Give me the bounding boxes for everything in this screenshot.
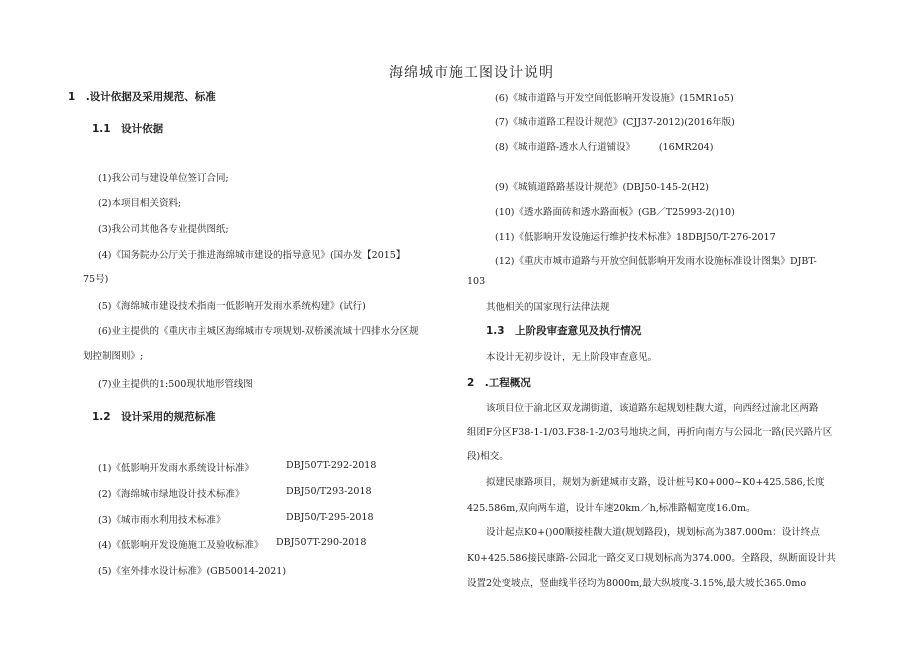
section-1-heading: 1 .设计依据及采用规范、标准 bbox=[68, 91, 216, 103]
standard-item: (11)《低影响开发设施运行维护技术标准》18DBJ50/T-276-2017 bbox=[495, 232, 776, 243]
section-1-1-heading: 1.1 设计依据 bbox=[92, 123, 164, 135]
basis-item: (6)业主提供的《重庆市主城区海绵城市专项规划-双桥溪流域十四排水分区规 bbox=[98, 326, 419, 337]
basis-item: (3)我公司其他各专业提供图纸; bbox=[98, 224, 229, 235]
section-1-3-heading: 1.3 上阶段审查意见及执行情况 bbox=[486, 325, 642, 337]
standard-item: (12)《重庆市城市道路与开放空间低影响开发雨水设施标准设计图集》DJBT- bbox=[495, 256, 817, 267]
standard-name: (4)《低影响开发设施施工及验收标准》 bbox=[98, 540, 264, 551]
section-2-heading: 2 .工程概况 bbox=[467, 377, 531, 389]
standard-item: 103 bbox=[467, 276, 486, 287]
overview-line: 设置2处变坡点，竖曲线半径均为8000m,最大纵坡度-3.15%,最大坡长365.0mo bbox=[467, 578, 807, 589]
basis-item: 划控制图则》; bbox=[83, 351, 144, 362]
standard-name: (1)《低影响开发雨水系统设计标准》 bbox=[98, 463, 254, 474]
basis-item: (7)业主提供的1:500现状地形管线图 bbox=[98, 379, 253, 390]
standard-name: (5)《室外排水设计标准》(GB50014-2021) bbox=[98, 566, 287, 577]
standard-item: (8)《城市道路-透水人行道铺设》 (16MR204) bbox=[495, 142, 714, 153]
standard-code: DBJ50/T-295-2018 bbox=[286, 512, 374, 523]
overview-line: 该项目位于渝北区双龙湖街道，该道路东起规划桂馥大道，向西经过渝北区两路 bbox=[486, 403, 819, 414]
overview-line: 拟建民康路项目，规划为新建城市支路，设计桩号K0+000~K0+425.586,长度 bbox=[486, 477, 825, 488]
section-1-3-text: 本设计无初步设计，无上阶段审查意见。 bbox=[486, 352, 658, 363]
basis-item: (4)《国务院办公厅关于推进海绵城市建设的指导意见》(国办发【2015】 bbox=[98, 250, 406, 261]
basis-item: 75号) bbox=[83, 274, 109, 285]
standard-code: DBJ507T-292-2018 bbox=[286, 460, 377, 471]
page-title: 海绵城市施工图设计说明 bbox=[389, 65, 554, 81]
overview-line: 组团F分区F38-1-1/03.F38-1-2/03号地块之间，再折向南方与公园北一路(民兴路片区 bbox=[467, 427, 833, 438]
basis-item: (1)我公司与建设单位签订合同; bbox=[98, 173, 229, 184]
overview-line: 段)相交。 bbox=[467, 451, 509, 462]
standard-name: (2)《海绵城市绿地设计技术标准》 bbox=[98, 489, 245, 500]
section-1-2-heading: 1.2 设计采用的规范标准 bbox=[92, 411, 216, 423]
standard-item: (9)《城镇道路路基设计规范》(DBJ50-145-2(H2) bbox=[495, 182, 709, 193]
standard-code: DBJ507T-290-2018 bbox=[276, 537, 367, 548]
standard-code: DBJ50/T293-2018 bbox=[286, 486, 372, 497]
standard-item: 其他相关的国家现行法律法规 bbox=[486, 302, 610, 313]
standard-item: (6)《城市道路与开发空间低影响开发设施》(15MR1o5) bbox=[495, 93, 734, 104]
overview-line: 设计起点K0+()00顺接桂馥大道(规划路段)，规划标高为387.000m：设计终点 bbox=[486, 527, 820, 538]
basis-item: (5)《海绵城市建设技术指南一低影响开发雨水系统构建》(试行) bbox=[98, 301, 366, 312]
standard-name: (3)《城市雨水利用技术标准》 bbox=[98, 515, 226, 526]
standard-item: (10)《透水路面砖和透水路面板》(GB／T25993-2()10) bbox=[495, 207, 735, 218]
basis-item: (2)本项目相关资料; bbox=[98, 198, 182, 209]
overview-line: 425.586m,双向两车道，设计车速20km／h,标准路幅宽度16.0m。 bbox=[467, 503, 756, 514]
standard-item: (7)《城市道路工程设计规范》(CJJ37-2012)(2016年版) bbox=[495, 117, 735, 128]
overview-line: K0+425.586接民康路-公园北一路交叉口规划标高为374.000。全路段，纵断面设计共 bbox=[467, 553, 836, 564]
